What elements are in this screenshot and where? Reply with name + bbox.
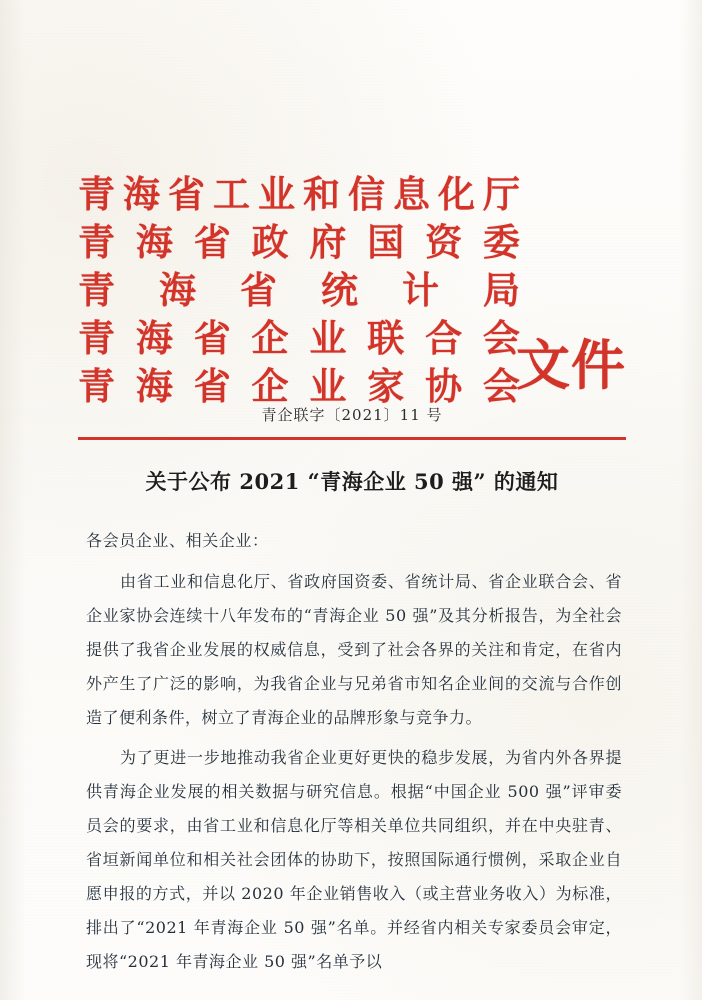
masthead-char: 息	[393, 172, 430, 216]
masthead-char: 青	[78, 316, 115, 360]
document-body	[86, 528, 622, 979]
masthead-row	[78, 364, 626, 408]
masthead-line-5	[78, 364, 520, 408]
document-number: 青企联字〔2021〕11 号	[261, 406, 443, 424]
masthead-red-divider	[78, 437, 626, 440]
page-edge-shadow-left	[0, 0, 26, 1000]
masthead-line-2	[78, 220, 520, 264]
masthead-char: 统	[321, 268, 358, 312]
masthead-char: 政	[251, 220, 289, 264]
masthead-char: 企	[251, 316, 289, 360]
document-masthead	[78, 172, 626, 424]
masthead-char: 业	[309, 364, 347, 408]
masthead-row	[78, 268, 626, 397]
masthead-char: 省	[168, 172, 205, 216]
masthead-char: 海	[135, 220, 173, 264]
masthead-char: 信	[348, 172, 385, 216]
masthead-char: 厅	[483, 172, 520, 216]
masthead-char: 合	[425, 316, 463, 360]
masthead-char: 协	[425, 364, 463, 408]
masthead-wenjian: 文件	[516, 333, 626, 397]
masthead-char: 会	[482, 364, 520, 408]
page-edge-shadow-right	[680, 0, 702, 1000]
masthead-char: 青	[78, 364, 115, 408]
salutation: 各会员企业、相关企业：	[86, 531, 269, 550]
masthead-char: 会	[482, 316, 520, 360]
masthead-line-3	[78, 268, 520, 312]
masthead-char: 计	[402, 268, 439, 312]
body-paragraph-1: 由省工业和信息化厅、省政府国资委、省统计局、省企业联合会、省企业家协会连续十八年发布的“青海企业 50 强”及其分析报告，为全社会提供了我省企业发展的权威信息，受到了社会各界的关注和肯定，在省内外产生了广泛的影响，为我省企业与兄弟省市知名企业间的交流与合作创造了便利条件，树立了青海企业的品牌形象与竞争力。	[86, 572, 622, 727]
masthead-char: 省	[193, 220, 231, 264]
masthead-char: 青	[78, 220, 115, 264]
masthead-line-1	[78, 172, 520, 216]
masthead-char: 省	[240, 268, 277, 312]
masthead-char: 委	[482, 220, 520, 264]
masthead-char: 国	[367, 220, 405, 264]
masthead-char: 和	[303, 172, 340, 216]
masthead-char: 业	[309, 316, 347, 360]
masthead-char: 化	[438, 172, 475, 216]
masthead-char: 省	[193, 364, 231, 408]
body-paragraph-2: 为了更进一步地推动我省企业更好更快的稳步发展，为省内外各界提供青海企业发展的相关数据与研究信息。根据“中国企业 500 强”评审委员会的要求，由省工业和信息化厅等相关单位共同组织，并在中央驻青、省垣新闻单位和相关社会团体的协助下，按照国际通行惯例，采取企业自愿申报的方式，并以 2020 年企业销售收入（或主营业务收入）为标准，排出了“2021 年青海企业 50 强”名单。并经省内相关专家委员会审定，现将“2021 年青海企业 50 强”名单予以	[86, 748, 622, 971]
masthead-char: 海	[135, 316, 173, 360]
masthead-char: 省	[193, 316, 231, 360]
document-title: 关于公布 2021 “青海企业 50 强” 的通知	[145, 469, 559, 494]
masthead-row	[78, 220, 626, 264]
masthead-char: 海	[123, 172, 160, 216]
masthead-row	[78, 172, 626, 216]
masthead-char: 海	[135, 364, 173, 408]
masthead-row	[78, 316, 626, 360]
masthead-char: 工	[213, 172, 250, 216]
masthead-char: 青	[78, 172, 115, 216]
masthead-char: 青	[78, 268, 115, 312]
masthead-char: 府	[309, 220, 347, 264]
masthead-char: 局	[483, 268, 520, 312]
masthead-char: 业	[258, 172, 295, 216]
masthead-char: 家	[367, 364, 405, 408]
masthead-line-4	[78, 316, 520, 360]
masthead-char: 资	[425, 220, 463, 264]
masthead-char: 联	[367, 316, 405, 360]
masthead-char: 海	[159, 268, 196, 312]
masthead-char: 企	[251, 364, 289, 408]
